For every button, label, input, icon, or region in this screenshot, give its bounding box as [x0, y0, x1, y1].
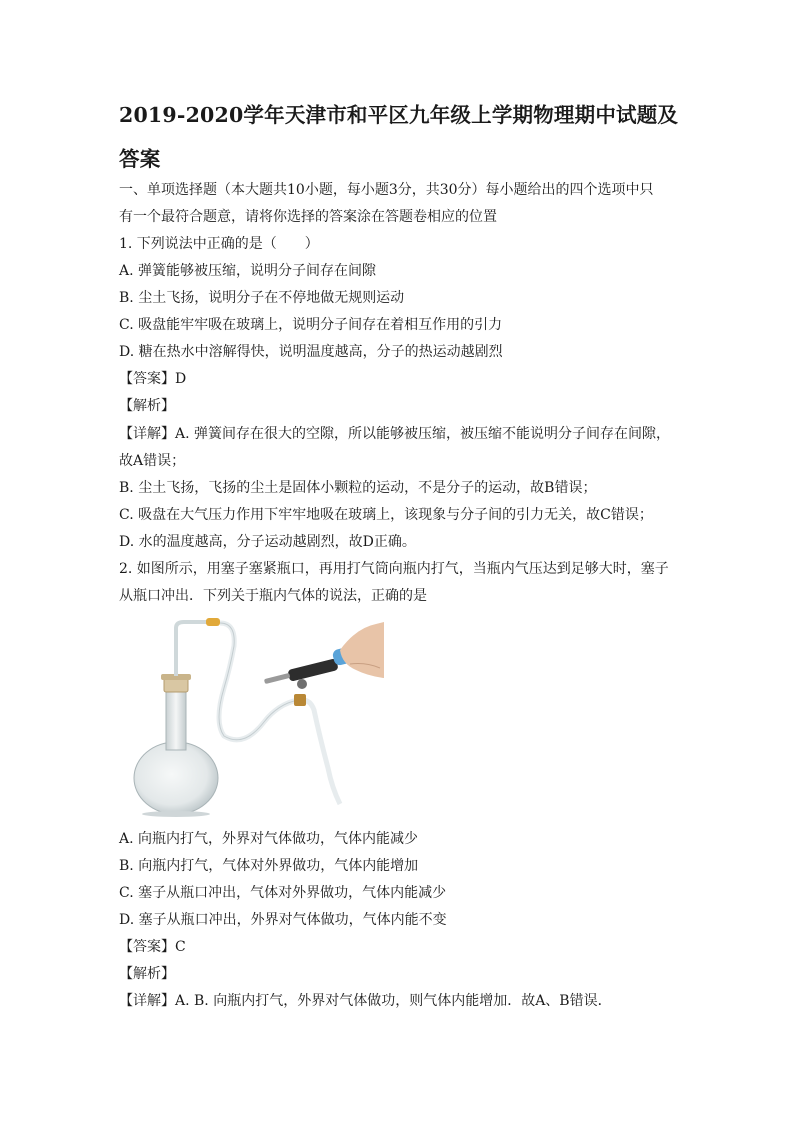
- section-heading-line-2: 有一个最符合题意，请将你选择的答案涂在答题卷相应的位置: [119, 209, 497, 225]
- question-1-detail-line-2: 故A错误；: [119, 453, 186, 469]
- flask-icon: [134, 674, 218, 817]
- question-2-detail-line-1: 【详解】A. B. 向瓶内打气，外界对气体做功，则气体内能增加．故A、B错误．: [119, 993, 612, 1009]
- air-pump-icon: [264, 622, 384, 689]
- question-1-option-d: D. 糖在热水中溶解得快，说明温度越高，分子的热运动越剧烈: [119, 344, 503, 360]
- question-2-answer: 【答案】C: [119, 939, 186, 955]
- question-2-stem-line-2: 从瓶口冲出．下列关于瓶内气体的说法，正确的是: [119, 588, 427, 604]
- question-1-analysis-label: 【解析】: [119, 398, 175, 414]
- question-2-option-c: C. 塞子从瓶口冲出，气体对外界做功，气体内能减少: [119, 885, 447, 901]
- question-1-detail-line-4: C. 吸盘在大气压力作用下牢牢地吸在玻璃上，该现象与分子间的引力无关，故C错误；: [119, 507, 653, 523]
- question-2-option-d: D. 塞子从瓶口冲出，外界对气体做功，气体内能不变: [119, 912, 447, 928]
- question-2-option-b: B. 向瓶内打气，气体对外界做功，气体内能增加: [119, 858, 419, 874]
- section-heading-line-1: 一、单项选择题（本大题共10小题，每小题3分，共30分）每小题给出的四个选项中只: [119, 182, 654, 198]
- flask-pump-illustration: [128, 618, 384, 818]
- question-1-option-c: C. 吸盘能牢牢吸在玻璃上，说明分子间存在着相互作用的引力: [119, 317, 503, 333]
- document-title-line-1: 2019-2020学年天津市和平区九年级上学期物理期中试题及: [119, 103, 679, 127]
- question-1-detail-line-3: B. 尘土飞扬，飞扬的尘土是固体小颗粒的运动，不是分子的运动，故B错误；: [119, 480, 597, 496]
- question-2-stem-line-1: 2. 如图所示，用塞子塞紧瓶口，再用打气筒向瓶内打气，当瓶内气压达到足够大时，塞子: [119, 561, 669, 577]
- question-1-stem: 1. 下列说法中正确的是（ ）: [119, 236, 319, 252]
- question-1-detail-line-5: D. 水的温度越高，分子运动越剧烈，故D正确。: [119, 534, 416, 550]
- question-1-option-a: A. 弹簧能够被压缩，说明分子间存在间隙: [119, 263, 377, 279]
- question-1-detail-line-1: 【详解】A. 弹簧间存在很大的空隙，所以能够被压缩，被压缩不能说明分子间存在间隙，: [119, 426, 671, 442]
- question-1-answer: 【答案】D: [119, 371, 187, 387]
- question-2-option-a: A. 向瓶内打气，外界对气体做功，气体内能减少: [119, 831, 419, 847]
- document-title-line-2: 答案: [119, 147, 161, 171]
- question-2-analysis-label: 【解析】: [119, 966, 175, 982]
- flask-pump-figure: [128, 618, 384, 818]
- question-1-option-b: B. 尘土飞扬，说明分子在不停地做无规则运动: [119, 290, 405, 306]
